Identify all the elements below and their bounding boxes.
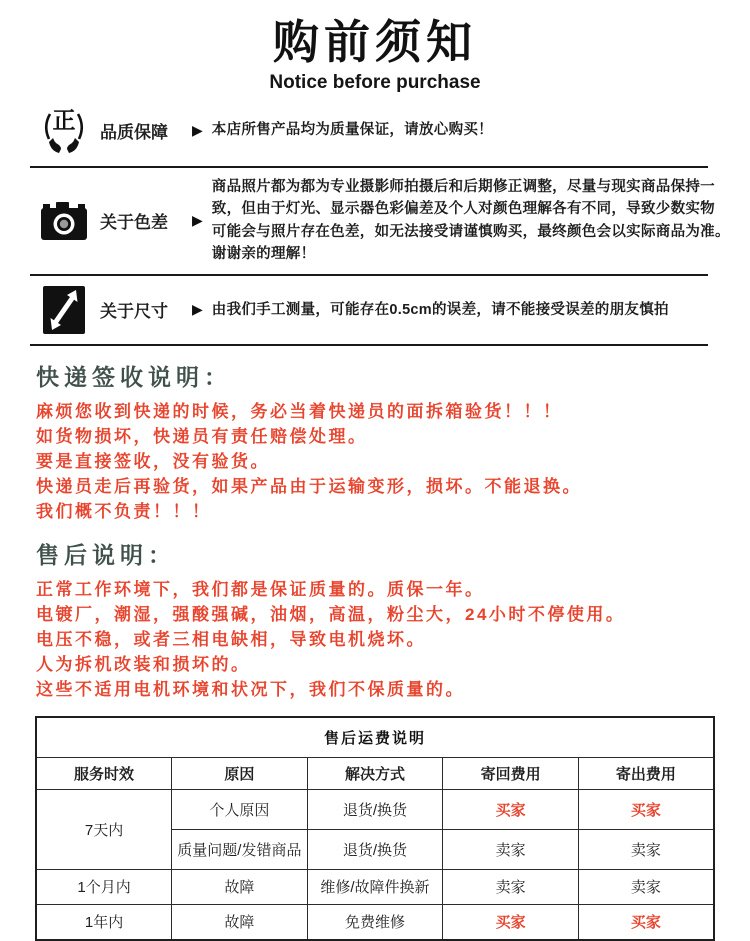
cell-send-fee: 卖家: [578, 829, 714, 869]
section-delivery: [36, 359, 750, 524]
notice-label-size: 关于尺寸: [100, 302, 168, 322]
section-delivery-title: 快递签收说明：: [36, 363, 232, 390]
col-header-solution: 解决方式: [307, 757, 443, 789]
warning-line: 电压不稳，或者三相电缺相，导致电机烧坏。: [36, 629, 426, 649]
table-row: [36, 869, 714, 904]
cell-return-fee: 卖家: [443, 869, 579, 904]
cell-return-fee: 卖家: [443, 829, 579, 869]
cell-send-fee: 买家: [578, 904, 714, 940]
cell-send-fee: 卖家: [578, 869, 714, 904]
cell-period: 1年内: [36, 904, 172, 940]
cell-period: 7天内: [36, 789, 172, 869]
warning-line: 这些不适用电机环境和状况下，我们不保质量的。: [36, 679, 465, 699]
title-block: [0, 0, 750, 94]
section-aftersales-title: 售后说明：: [36, 541, 176, 568]
aftersales-fee-table: [35, 716, 715, 941]
warning-line: 我们概不负责！！！: [36, 501, 212, 521]
cell-solution: 退货/换货: [307, 829, 443, 869]
table-header-row: [36, 757, 714, 789]
quality-hands-icon: [36, 106, 92, 154]
dimension-arrow-icon: [36, 286, 92, 334]
section-aftersales: [36, 537, 750, 702]
notice-row-color: [0, 168, 750, 274]
cell-solution: 维修/故障件换新: [307, 869, 443, 904]
page-subtitle: Notice before purchase: [269, 72, 481, 93]
warning-line: 电镀厂，潮湿，强酸强碱，油烟，高温，粉尘大，24小时不停使用。: [36, 604, 626, 624]
warning-line: 快递员走后再验货，如果产品由于运输变形，损坏。不能退换。: [36, 476, 582, 496]
table-row: [36, 904, 714, 940]
warning-line: 麻烦您收到快递的时候，务必当着快递员的面拆箱验货！！！: [36, 401, 563, 421]
table-title-row: [36, 717, 714, 758]
notice-row-quality: [0, 94, 750, 166]
col-header-send-fee: 寄出费用: [578, 757, 714, 789]
camera-icon: [36, 200, 92, 242]
notice-text-color: 商品照片都为都为专业摄影师拍摄后和后期修正调整，尽量与现实商品保持一致，但由于灯光、显示器色彩偏差及个人对颜色理解各有不同，导致少数实物 可能会与照片存在色差，如无法接受请谨慎购买，最终颜色会以实际商品为准。谢谢亲的理解！: [211, 179, 730, 263]
cell-reason: 故障: [172, 904, 308, 940]
notice-label-color: 关于色差: [100, 213, 168, 233]
warning-line: 如货物损坏，快递员有责任赔偿处理。: [36, 426, 368, 446]
table-title: 售后运费说明: [36, 717, 714, 758]
svg-text:正: 正: [52, 108, 76, 134]
cell-return-fee: 买家: [443, 789, 579, 829]
col-header-reason: 原因: [172, 757, 308, 789]
notice-text-quality: 本店所售产品均为质量保证，请放心购买！: [211, 121, 493, 138]
arrow-bullet-icon: ▶: [192, 121, 203, 138]
cell-reason: 质量问题/发错商品: [172, 829, 308, 869]
cell-send-fee: 买家: [578, 789, 714, 829]
cell-period: 1个月内: [36, 869, 172, 904]
cell-reason: 故障: [172, 869, 308, 904]
notice-text-size: 由我们手工测量，可能存在0.5cm的误差，请不能接受误差的朋友慎拍: [211, 301, 669, 318]
warning-line: 人为拆机改装和损坏的。: [36, 654, 251, 674]
divider: [30, 344, 708, 346]
page-title: 购前须知: [273, 16, 477, 68]
col-header-return-fee: 寄回费用: [443, 757, 579, 789]
warning-line: 正常工作环境下，我们都是保证质量的。质保一年。: [36, 579, 485, 599]
warning-line: 要是直接签收，没有验货。: [36, 451, 270, 471]
notice-row-size: [0, 276, 750, 344]
notice-label-quality: 品质保障: [100, 122, 168, 142]
arrow-bullet-icon: ▶: [192, 301, 203, 318]
cell-solution: 退货/换货: [307, 789, 443, 829]
cell-solution: 免费维修: [307, 904, 443, 940]
arrow-bullet-icon: ▶: [192, 212, 203, 229]
cell-reason: 个人原因: [172, 789, 308, 829]
table-row: [36, 789, 714, 829]
cell-return-fee: 买家: [443, 904, 579, 940]
col-header-period: 服务时效: [36, 757, 172, 789]
